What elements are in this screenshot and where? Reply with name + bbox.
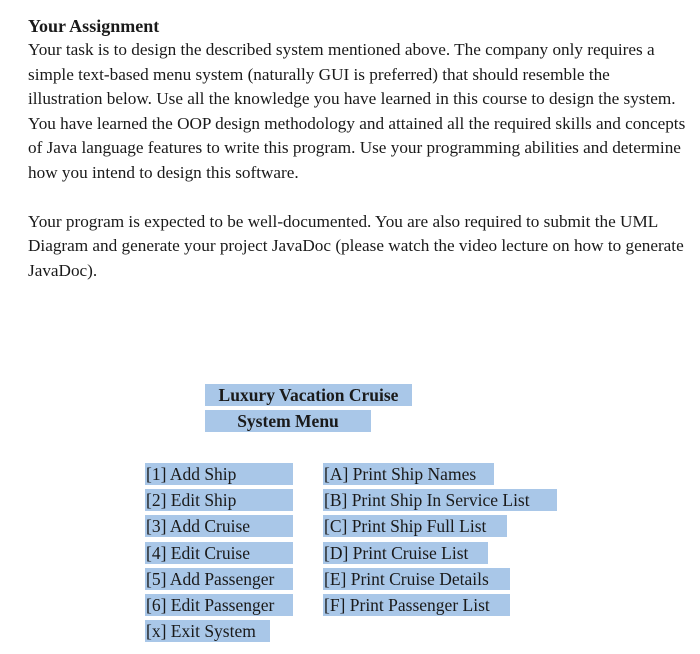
- menu-title-line-2: System Menu: [205, 410, 371, 432]
- menu-right-column: [323, 463, 563, 620]
- menu-item-add-passenger: [5] Add Passenger: [145, 568, 293, 590]
- menu-item-add-ship: [1] Add Ship: [145, 463, 293, 485]
- menu-item-edit-ship: [2] Edit Ship: [145, 489, 293, 511]
- menu-item-add-cruise: [3] Add Cruise: [145, 515, 293, 537]
- menu-item-print-cruise-list: [D] Print Cruise List: [323, 542, 488, 564]
- menu-item-exit-system: [x] Exit System: [145, 620, 270, 642]
- menu-item-print-ship-names: [A] Print Ship Names: [323, 463, 494, 485]
- menu-item-print-cruise-details: [E] Print Cruise Details: [323, 568, 510, 590]
- menu-item-print-passenger-list: [F] Print Passenger List: [323, 594, 510, 616]
- menu-title-line-1: Luxury Vacation Cruise: [205, 384, 412, 406]
- assignment-paragraph-2: Your program is expected to be well-documented. You are also required to submit the UML Diagram and generate your project JavaDoc (please watch the video lecture on how to generate JavaDoc).: [28, 211, 684, 280]
- menu-item-edit-passenger: [6] Edit Passenger: [145, 594, 293, 616]
- menu-item-print-ship-full-list: [C] Print Ship Full List: [323, 515, 507, 537]
- menu-left-column: [145, 463, 293, 646]
- assignment-paragraph-1: Your task is to design the described system mentioned above. The company only requires a simple text-based menu system (naturally GUI is preferred) that should resemble the illustration below. Use all the knowledge you have learned in this course to design the system. You have learned the OOP design methodology and attained all the required skills and concepts of Java language features to write this program. Use your programming abilities and determine how you intend to design this software.: [28, 40, 686, 182]
- assignment-section: [28, 14, 688, 283]
- menu-item-print-ship-in-service: [B] Print Ship In Service List: [323, 489, 557, 511]
- menu-item-edit-cruise: [4] Edit Cruise: [145, 542, 293, 564]
- assignment-heading: Your Assignment: [28, 16, 160, 36]
